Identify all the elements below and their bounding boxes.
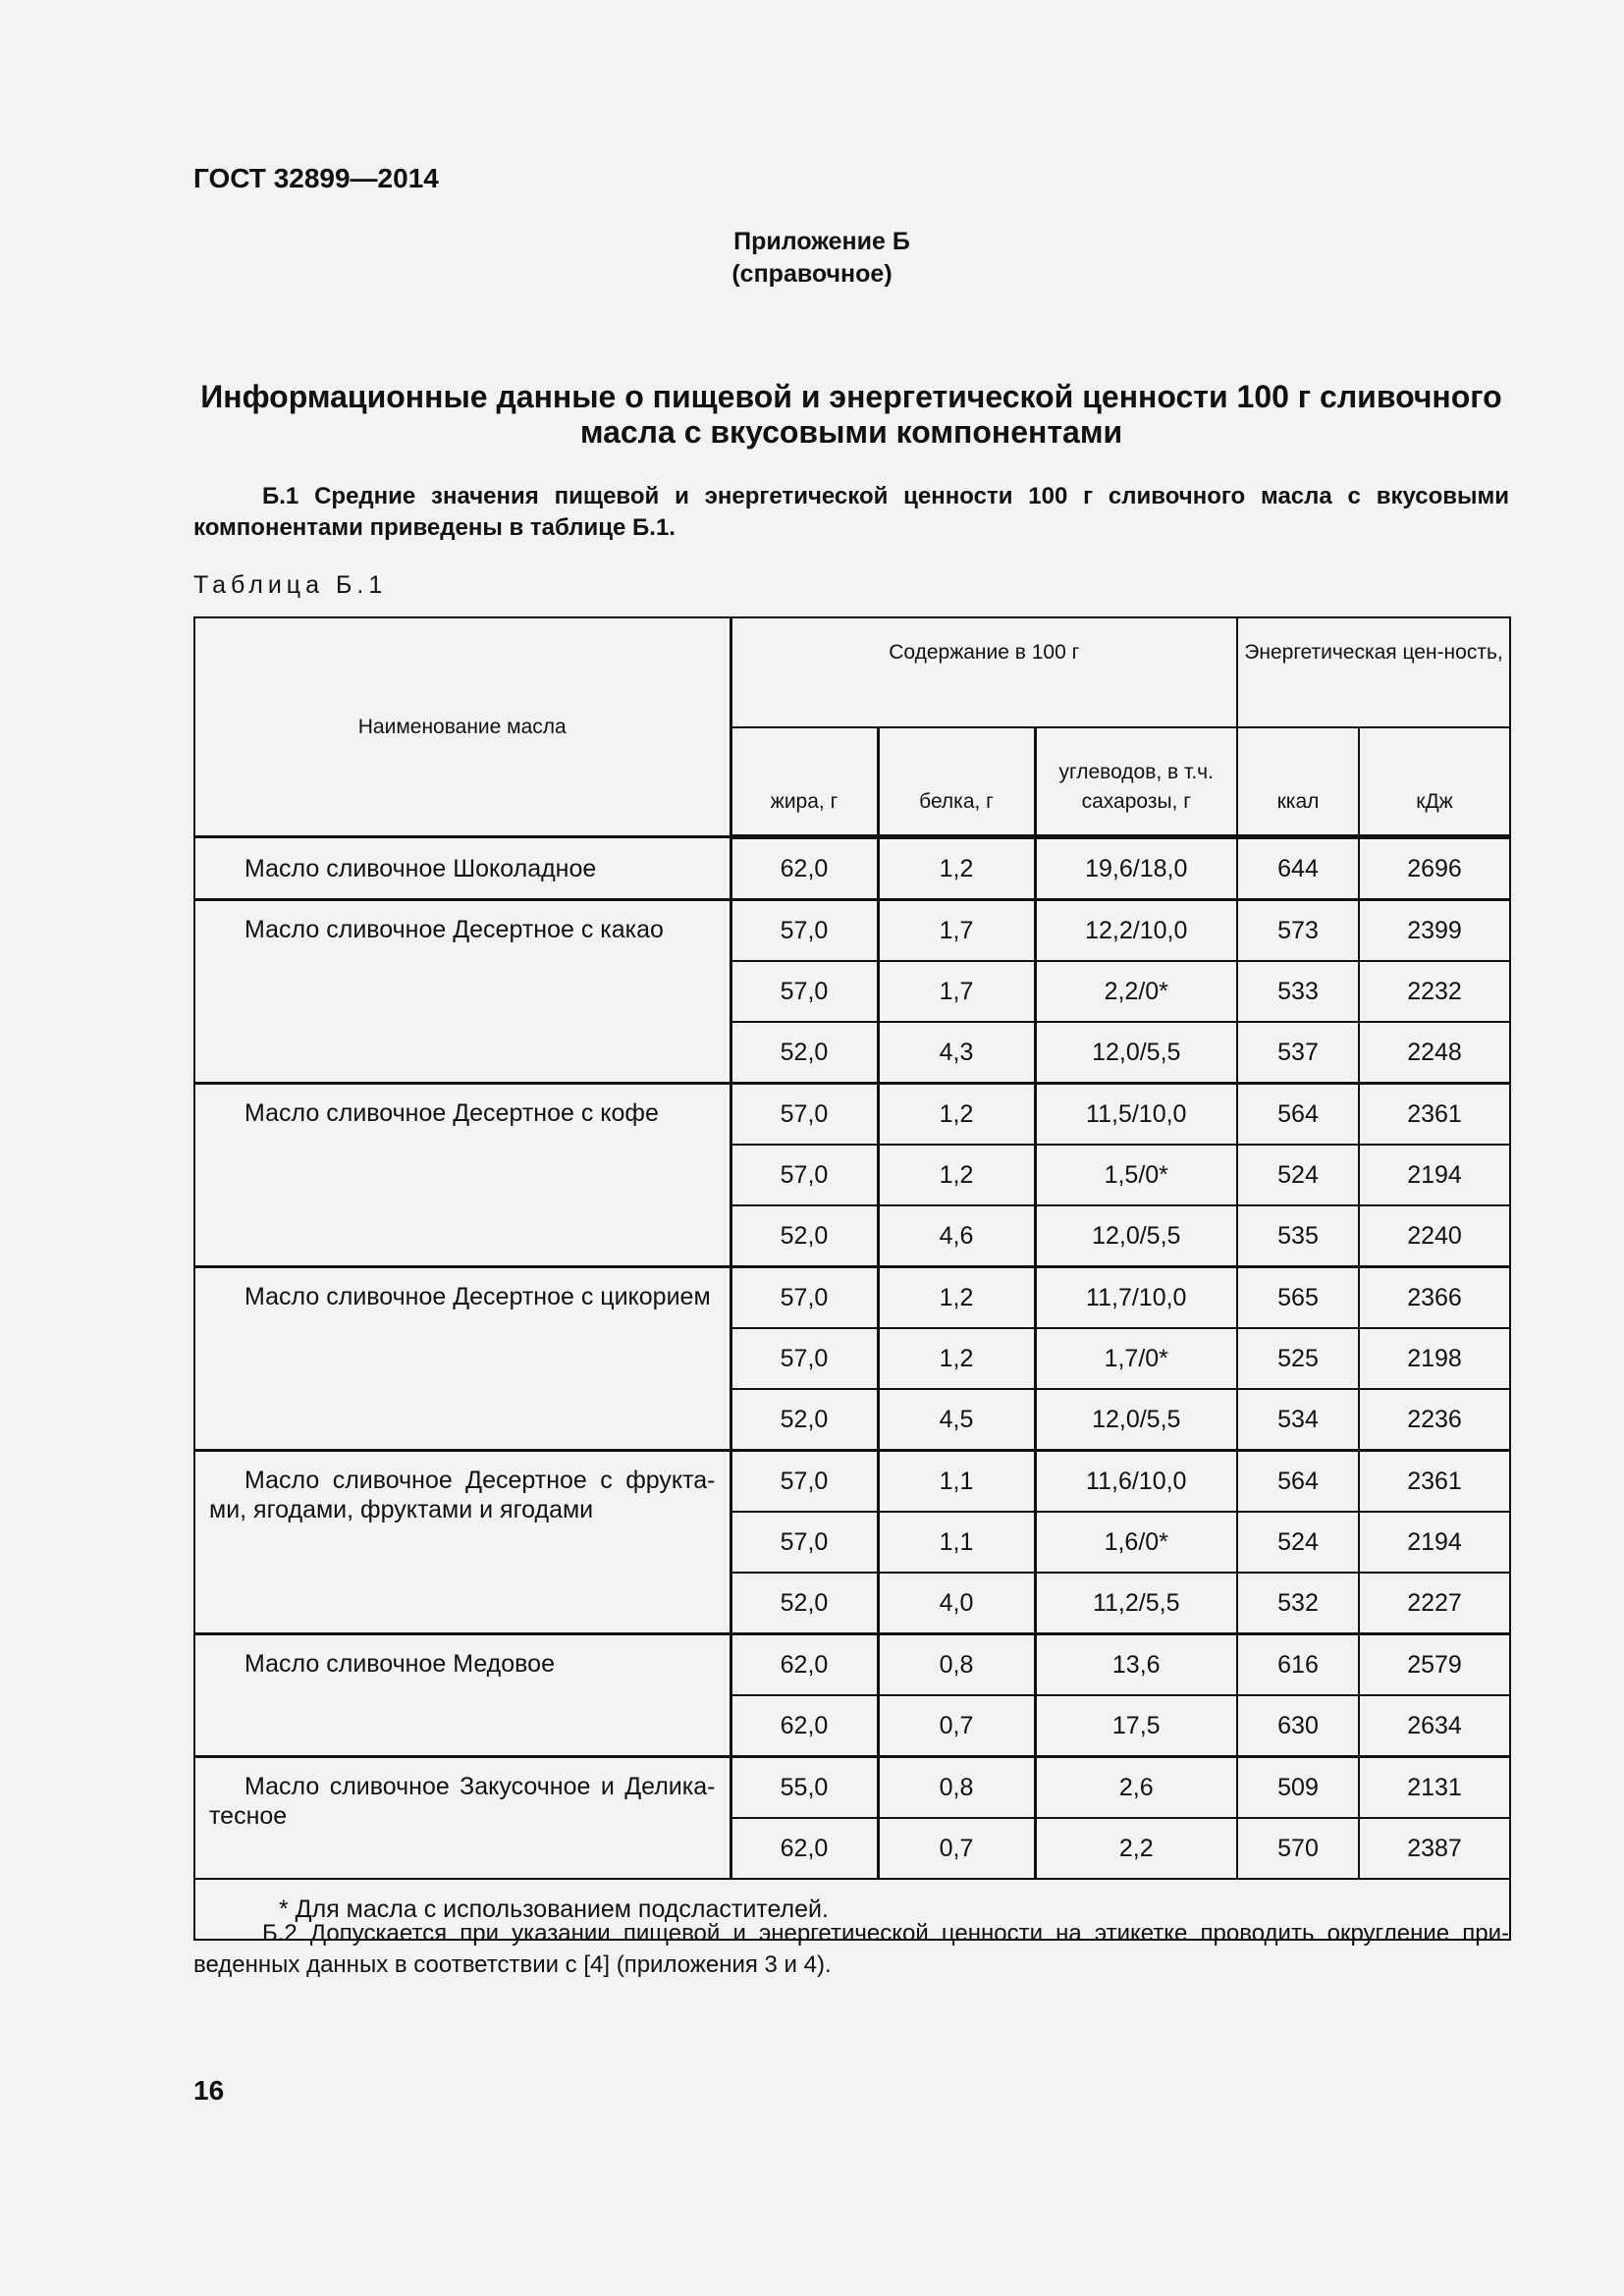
table-row <box>194 1451 1510 1513</box>
table-row <box>194 1757 1510 1819</box>
kcal-cell: 616 <box>1237 1634 1359 1696</box>
fat-cell: 52,0 <box>731 1573 878 1634</box>
carbs-cell: 17,5 <box>1035 1695 1237 1757</box>
paragraph-b2: Б.2 Допускается при указании пищевой и энергетической ценности на этикетке проводить округление при-веденных данных в соответствии с [4] (приложения 3 и 4). <box>193 1920 1509 1978</box>
protein-cell: 4,6 <box>878 1205 1035 1267</box>
protein-cell: 4,5 <box>878 1389 1035 1451</box>
fat-cell: 57,0 <box>731 1451 878 1513</box>
kcal-cell: 564 <box>1237 1451 1359 1513</box>
protein-cell: 1,2 <box>878 1267 1035 1329</box>
table-row <box>194 900 1510 962</box>
nutrition-table <box>193 616 1511 1941</box>
carbs-cell: 1,7/0* <box>1035 1328 1237 1389</box>
kcal-cell: 564 <box>1237 1084 1359 1146</box>
fat-cell: 55,0 <box>731 1757 878 1819</box>
table-footnote: * Для масла с использованием подсластителей. <box>194 1879 1510 1940</box>
fat-cell: 52,0 <box>731 1022 878 1084</box>
carbs-cell: 13,6 <box>1035 1634 1237 1696</box>
kj-cell: 2696 <box>1359 837 1510 900</box>
kcal-cell: 535 <box>1237 1205 1359 1267</box>
carbs-cell: 11,7/10,0 <box>1035 1267 1237 1329</box>
kj-cell: 2131 <box>1359 1757 1510 1819</box>
carbs-cell: 11,2/5,5 <box>1035 1573 1237 1634</box>
fat-cell: 57,0 <box>731 1084 878 1146</box>
kcal-cell: 630 <box>1237 1695 1359 1757</box>
header-oil-name: Наименование масла <box>194 617 731 837</box>
kj-cell: 2579 <box>1359 1634 1510 1696</box>
kj-cell: 2399 <box>1359 900 1510 962</box>
fat-cell: 62,0 <box>731 1818 878 1879</box>
annex-heading <box>0 226 1624 291</box>
protein-cell: 0,8 <box>878 1757 1035 1819</box>
protein-cell: 1,2 <box>878 1084 1035 1146</box>
table-row <box>194 1634 1510 1696</box>
kj-cell: 2232 <box>1359 961 1510 1022</box>
protein-cell: 4,0 <box>878 1573 1035 1634</box>
carbs-cell: 12,2/10,0 <box>1035 900 1237 962</box>
kcal-cell: 524 <box>1237 1145 1359 1205</box>
carbs-cell: 12,0/5,5 <box>1035 1022 1237 1084</box>
paragraph-b1: Б.1 Средние значения пищевой и энергетической ценности 100 г сливочного масла с вкусовыми компонентами приведены в таблице Б.1. <box>193 483 1509 541</box>
fat-cell: 57,0 <box>731 900 878 962</box>
kj-cell: 2198 <box>1359 1328 1510 1389</box>
table-caption: Таблица Б.1 <box>193 571 388 599</box>
fat-cell: 62,0 <box>731 1695 878 1757</box>
kj-cell: 2236 <box>1359 1389 1510 1451</box>
kj-cell: 2194 <box>1359 1512 1510 1573</box>
oil-name-cell: Масло сливочное Шоколадное <box>194 837 731 900</box>
header-protein: белка, г <box>878 727 1035 837</box>
kj-cell: 2248 <box>1359 1022 1510 1084</box>
kj-cell: 2634 <box>1359 1695 1510 1757</box>
kj-cell: 2366 <box>1359 1267 1510 1329</box>
document-code: ГОСТ 32899—2014 <box>193 163 439 193</box>
protein-cell: 1,7 <box>878 961 1035 1022</box>
protein-cell: 0,7 <box>878 1695 1035 1757</box>
header-content: Содержание в 100 г <box>731 617 1237 727</box>
fat-cell: 57,0 <box>731 961 878 1022</box>
carbs-cell: 12,0/5,5 <box>1035 1389 1237 1451</box>
kj-cell: 2361 <box>1359 1451 1510 1513</box>
oil-name-cell: Масло сливочное Медовое <box>194 1634 731 1757</box>
table-row <box>194 1267 1510 1329</box>
main-title: Информационные данные о пищевой и энергетической ценности 100 г сливочного масла с вкусовыми компонентами <box>200 379 1502 450</box>
carbs-cell: 2,2/0* <box>1035 961 1237 1022</box>
carbs-cell: 11,5/10,0 <box>1035 1084 1237 1146</box>
fat-cell: 62,0 <box>731 837 878 900</box>
kcal-cell: 509 <box>1237 1757 1359 1819</box>
kj-cell: 2361 <box>1359 1084 1510 1146</box>
header-carbs: углеводов, в т.ч. сахарозы, г <box>1035 727 1237 837</box>
oil-name-cell: Масло сливочное Закусочное и Делика-тесное <box>194 1757 731 1880</box>
kcal-cell: 570 <box>1237 1818 1359 1879</box>
protein-cell: 1,1 <box>878 1451 1035 1513</box>
carbs-cell: 1,5/0* <box>1035 1145 1237 1205</box>
protein-cell: 1,2 <box>878 837 1035 900</box>
carbs-cell: 2,2 <box>1035 1818 1237 1879</box>
page-number: 16 <box>193 2075 225 2106</box>
table-row <box>194 1084 1510 1146</box>
annex-title: Приложение Б <box>733 228 910 255</box>
kj-cell: 2227 <box>1359 1573 1510 1634</box>
kcal-cell: 533 <box>1237 961 1359 1022</box>
protein-cell: 0,7 <box>878 1818 1035 1879</box>
carbs-cell: 19,6/18,0 <box>1035 837 1237 900</box>
oil-name-cell: Масло сливочное Десертное с цикорием <box>194 1267 731 1451</box>
kcal-cell: 644 <box>1237 837 1359 900</box>
carbs-cell: 12,0/5,5 <box>1035 1205 1237 1267</box>
oil-name-cell: Масло сливочное Десертное с кофе <box>194 1084 731 1267</box>
protein-cell: 1,7 <box>878 900 1035 962</box>
kj-cell: 2387 <box>1359 1818 1510 1879</box>
kcal-cell: 534 <box>1237 1389 1359 1451</box>
carbs-cell: 2,6 <box>1035 1757 1237 1819</box>
protein-cell: 1,1 <box>878 1512 1035 1573</box>
fat-cell: 57,0 <box>731 1328 878 1389</box>
header-fat: жира, г <box>731 727 878 837</box>
table-row <box>194 837 1510 900</box>
fat-cell: 52,0 <box>731 1205 878 1267</box>
oil-name-cell: Масло сливочное Десертное с какао <box>194 900 731 1084</box>
kcal-cell: 532 <box>1237 1573 1359 1634</box>
oil-name-cell: Масло сливочное Десертное с фрукта-ми, ягодами, фруктами и ягодами <box>194 1451 731 1634</box>
kcal-cell: 524 <box>1237 1512 1359 1573</box>
kj-cell: 2194 <box>1359 1145 1510 1205</box>
fat-cell: 57,0 <box>731 1267 878 1329</box>
fat-cell: 52,0 <box>731 1389 878 1451</box>
header-kj: кДж <box>1359 727 1510 837</box>
protein-cell: 1,2 <box>878 1328 1035 1389</box>
fat-cell: 62,0 <box>731 1634 878 1696</box>
protein-cell: 4,3 <box>878 1022 1035 1084</box>
kcal-cell: 537 <box>1237 1022 1359 1084</box>
header-energy: Энергетическая цен-ность, <box>1237 617 1510 727</box>
protein-cell: 1,2 <box>878 1145 1035 1205</box>
kcal-cell: 573 <box>1237 900 1359 962</box>
header-kcal: ккал <box>1237 727 1359 837</box>
kcal-cell: 525 <box>1237 1328 1359 1389</box>
annex-type: (справочное) <box>731 260 893 288</box>
kj-cell: 2240 <box>1359 1205 1510 1267</box>
fat-cell: 57,0 <box>731 1145 878 1205</box>
kcal-cell: 565 <box>1237 1267 1359 1329</box>
carbs-cell: 11,6/10,0 <box>1035 1451 1237 1513</box>
fat-cell: 57,0 <box>731 1512 878 1573</box>
protein-cell: 0,8 <box>878 1634 1035 1696</box>
carbs-cell: 1,6/0* <box>1035 1512 1237 1573</box>
